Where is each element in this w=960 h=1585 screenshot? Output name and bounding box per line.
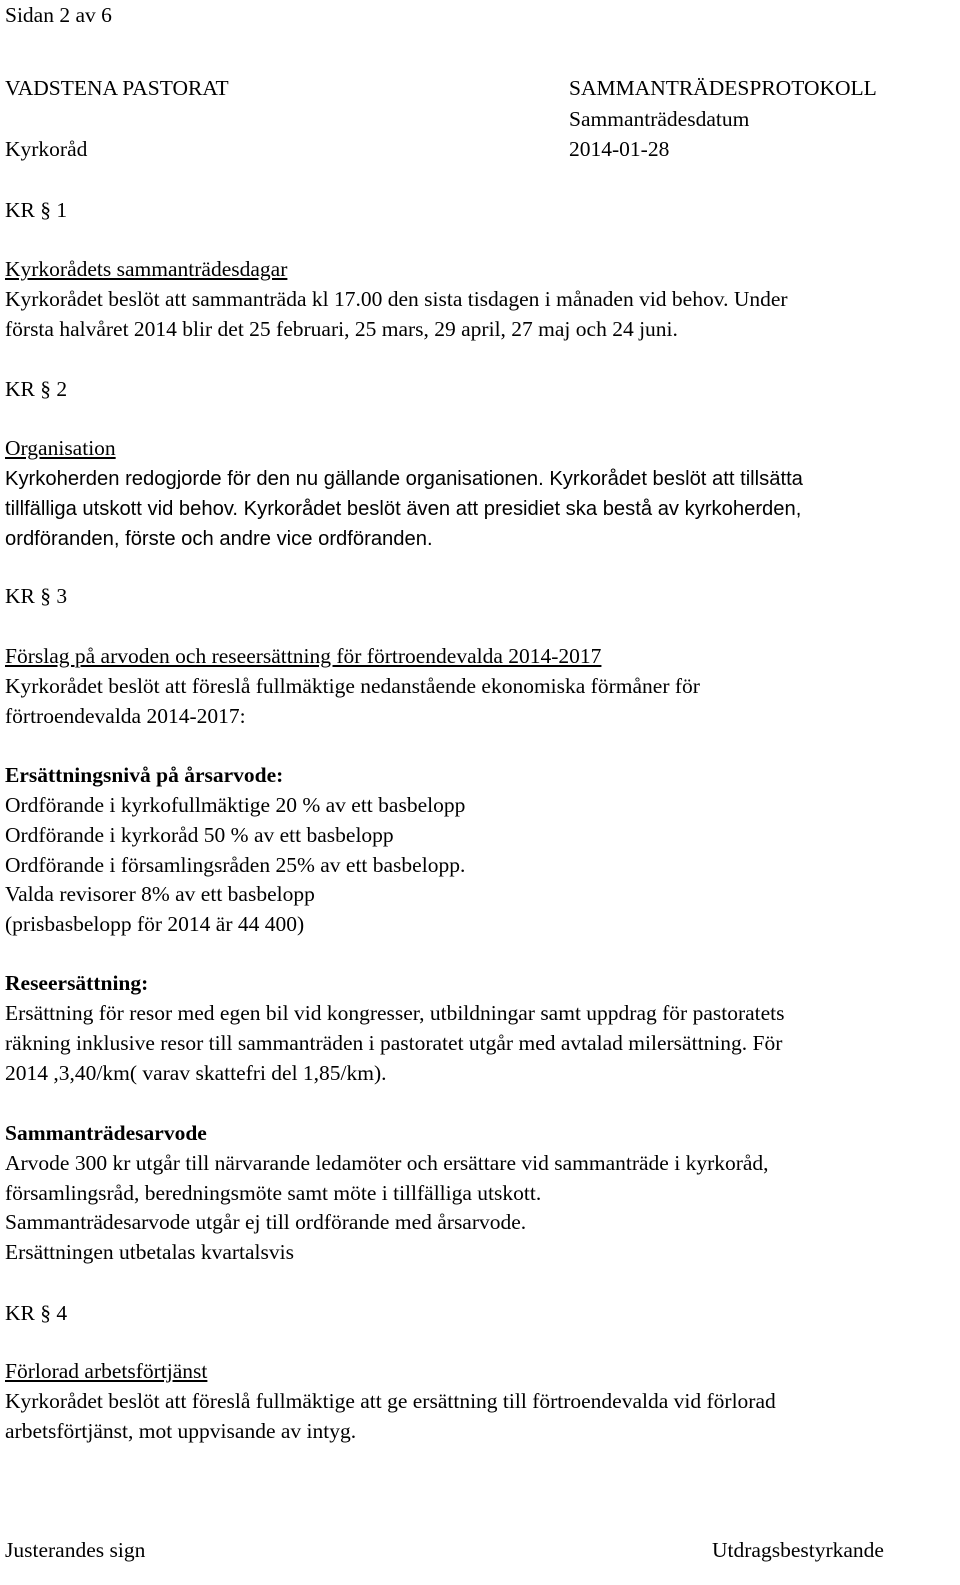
level-line: Ordförande i kyrkofullmäktige 20 % av ett basbelopp — [5, 793, 466, 817]
level-line: Ordförande i kyrkoråd 50 % av ett basbelopp — [5, 823, 394, 847]
section-title-kr2: Organisation — [5, 436, 116, 460]
section-text-line: Kyrkorådet beslöt att föreslå fullmäktige nedanstående ekonomiska förmåner för — [5, 674, 700, 698]
section-title-kr4: Förlorad arbetsförtjänst — [5, 1359, 208, 1383]
section-text-line: Kyrkorådet beslöt att föreslå fullmäktige att ge ersättning till förtroendevalda vid förlorad — [5, 1389, 776, 1413]
section-number-kr2: KR § 2 — [5, 377, 68, 401]
page-indicator: Sidan 2 av 6 — [5, 3, 112, 27]
body-name: Kyrkoråd — [5, 137, 88, 161]
level-line: (prisbasbelopp för 2014 är 44 400) — [5, 912, 305, 936]
certification-label: Utdragsbestyrkande — [712, 1538, 884, 1562]
section-text-line: Kyrkoherden redogjorde för den nu gällande organisationen. Kyrkorådet beslöt att tillsätta — [5, 468, 803, 490]
section-text-line: Kyrkorådet beslöt att sammanträda kl 17.00 den sista tisdagen i månaden vid behov. Under — [5, 287, 788, 311]
level-line: Valda revisorer 8% av ett basbelopp — [5, 882, 315, 906]
level-line: Ordförande i församlingsråden 25% av ett basbelopp. — [5, 853, 466, 877]
section-number-kr3: KR § 3 — [5, 584, 68, 608]
meeting-fee-line: Sammanträdesarvode utgår ej till ordförande med årsarvode. — [5, 1210, 527, 1234]
section-number-kr4: KR § 4 — [5, 1301, 68, 1325]
meeting-fee-line: församlingsråd, beredningsmöte samt möte i tillfälliga utskott. — [5, 1181, 542, 1205]
section-text-line: förtroendevalda 2014-2017: — [5, 704, 246, 728]
meeting-date: 2014-01-28 — [569, 137, 670, 161]
meeting-fee-line: Ersättningen utbetalas kvartalsvis — [5, 1240, 294, 1264]
section-text-line: tillfälliga utskott vid behov. Kyrkorådet beslöt även att presidiet ska bestå av kyrkoherden, — [5, 498, 802, 520]
date-label: Sammanträdesdatum — [569, 107, 750, 131]
signature-label: Justerandes sign — [5, 1538, 146, 1562]
section-number-kr1: KR § 1 — [5, 198, 68, 222]
section-title-kr1: Kyrkorådets sammanträdesdagar — [5, 257, 288, 281]
level-heading: Ersättningsnivå på årsarvode: — [5, 763, 284, 787]
meeting-fee-heading: Sammanträdesarvode — [5, 1121, 207, 1145]
org-name: VADSTENA PASTORAT — [5, 76, 229, 100]
travel-line: Ersättning för resor med egen bil vid kongresser, utbildningar samt uppdrag för pastoratets — [5, 1001, 785, 1025]
section-text-line: första halvåret 2014 blir det 25 februari, 25 mars, 29 april, 27 maj och 24 juni. — [5, 317, 678, 341]
section-text-line: ordföranden, förste och andre vice ordföranden. — [5, 528, 433, 550]
meeting-fee-line: Arvode 300 kr utgår till närvarande ledamöter och ersättare vid sammanträde i kyrkoråd, — [5, 1151, 769, 1175]
travel-line: räkning inklusive resor till sammanträden i pastoratet utgår med avtalad milersättning. För — [5, 1031, 783, 1055]
travel-heading: Reseersättning: — [5, 971, 149, 995]
section-text-line: arbetsförtjänst, mot uppvisande av intyg. — [5, 1419, 357, 1443]
travel-line: 2014 ,3,40/km( varav skattefri del 1,85/km). — [5, 1061, 387, 1085]
document-type: SAMMANTRÄDESPROTOKOLL — [569, 76, 877, 100]
section-title-kr3: Förslag på arvoden och reseersättning för förtroendevalda 2014-2017 — [5, 644, 602, 668]
